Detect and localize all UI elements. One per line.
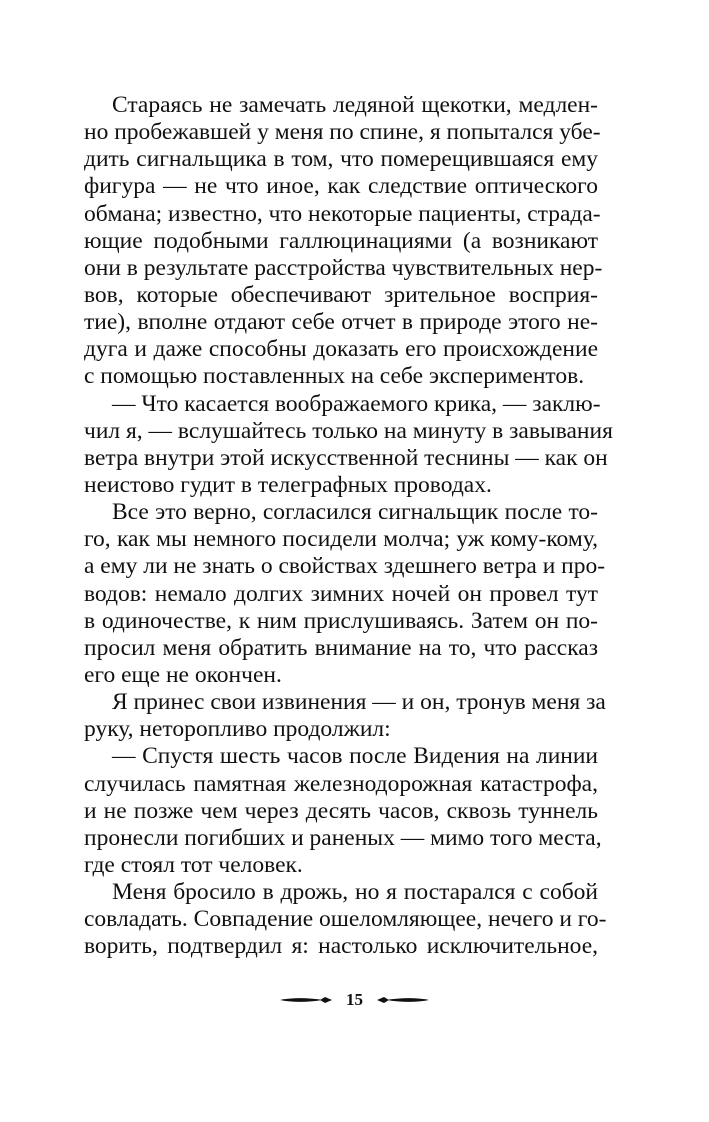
text-line: — Спустя шесть часов после Видения на линии <box>112 743 598 770</box>
text-line: где стоял тот человек. <box>84 851 303 878</box>
text-line: его еще не окончен. <box>84 661 282 688</box>
text-line: — Что касается воображаемого крика, — заклю- <box>112 390 601 417</box>
text-line: с помощью поставленных на себе экспериментов. <box>84 363 585 390</box>
text-line: Стараясь не замечать ледяной щекотки, медлен- <box>112 92 598 118</box>
text-line: просил меня обратить внимание на то, что рассказ <box>84 634 598 661</box>
text-line: Все это верно, согласился сигнальщик после то- <box>112 499 598 526</box>
text-line: случилась памятная железнодорожная катастрофа, <box>84 770 598 797</box>
text-line: дуга и даже способны доказать его происхождение <box>84 336 598 363</box>
ornament-right-icon <box>375 995 431 1005</box>
text-line: а ему ли не знать о свойствах здешнего ветра и про- <box>84 553 606 580</box>
text-line: ветра внутри этой искусственной теснины — как он <box>84 444 608 471</box>
text-line: вов, которые обеспечивают зрительное восприя- <box>84 281 598 308</box>
page-number: 15 <box>346 990 363 1009</box>
text-line: пронесли погибших и раненых — мимо того места, <box>84 824 602 851</box>
text-line: Меня бросило в дрожь, но я постарался с собой <box>112 879 598 906</box>
body-text <box>84 92 613 961</box>
text-line: ющие подобными галлюцинациями (а возникают <box>84 227 598 254</box>
text-line: обмана; известно, что некоторые пациенты, страда- <box>84 200 601 227</box>
text-line: дить сигнальщика в том, что померещившаяся ему <box>84 146 598 173</box>
text-line: ворить, подтвердил я: настолько исключительное, <box>84 933 598 960</box>
text-line: совладать. Совпадение ошеломляющее, нечего и го- <box>84 906 607 933</box>
text-line: в одиночестве, к ним прислушиваясь. Затем он по- <box>84 607 598 634</box>
ornament-left-icon <box>278 995 334 1005</box>
text-line: Я принес свои извинения — и он, тронув меня за <box>112 689 606 716</box>
text-line: водов: немало долгих зимних ночей он провел тут <box>84 580 598 607</box>
text-line: но пробежавшей у меня по спине, я попытался убе- <box>84 119 601 146</box>
text-line: го, как мы немного посидели молча; уж кому-кому, <box>84 526 598 553</box>
text-line: тие), вполне отдают себе отчет в природе этого не- <box>84 309 598 336</box>
text-line: фигура — не что иное, как следствие оптического <box>84 173 598 200</box>
text-line: и не позже чем через десять часов, сквозь туннель <box>84 797 598 824</box>
page-footer <box>0 988 709 1012</box>
text-line: они в результате расстройства чувствительных нер- <box>84 254 603 281</box>
text-line: неистово гудит в телеграфных проводах. <box>84 471 492 498</box>
text-line: чил я, — вслушайтесь только на минуту в завывания <box>84 417 613 444</box>
text-line: руку, неторопливо продолжил: <box>84 716 391 743</box>
